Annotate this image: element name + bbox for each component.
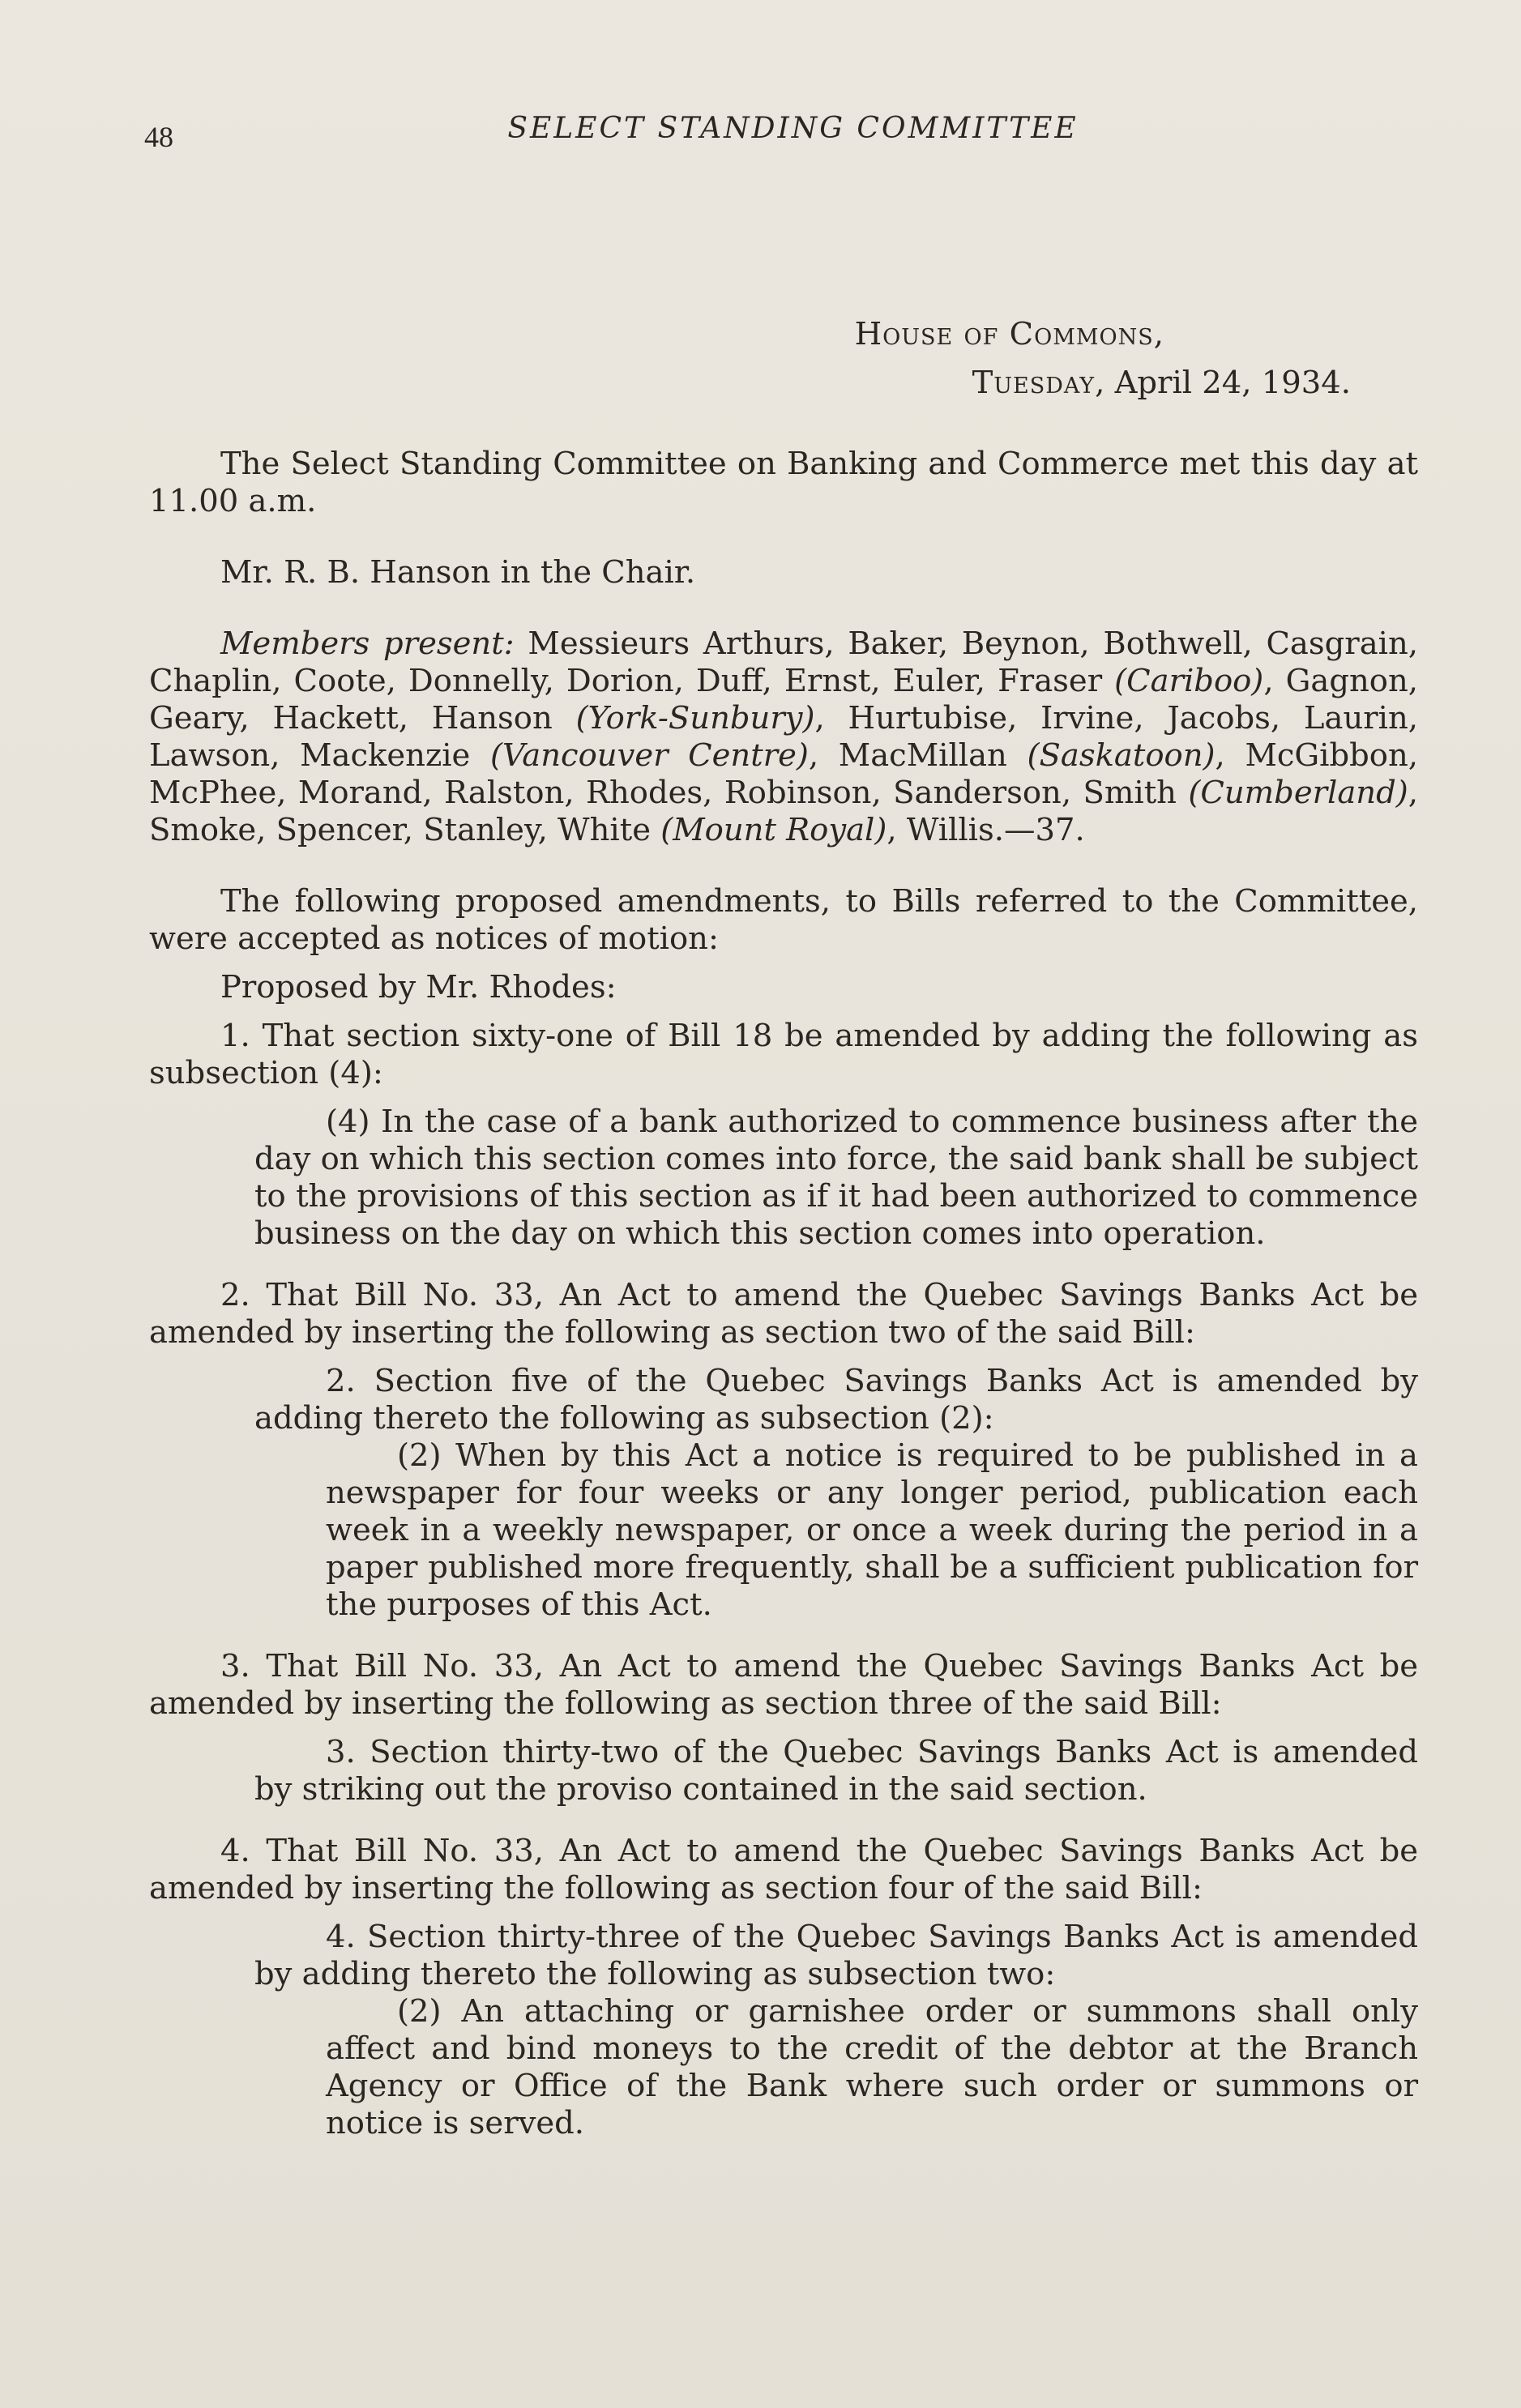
dateline <box>855 316 1351 402</box>
members-constituency: (Cumberland) <box>1188 775 1408 811</box>
amendment-2-subtext: (2) When by this Act a notice is required to be published in a newspaper for four weeks or any longer period, publication each week in a weekly newspaper, or once a week during the period in a paper published more frequently, shall be a sufficient publication for the purposes of this Act. <box>326 1437 1418 1623</box>
chair-paragraph: Mr. R. B. Hanson in the Chair. <box>220 554 696 591</box>
members-constituency: (Mount Royal) <box>660 812 887 848</box>
amendment-3-section <box>149 1734 1418 1808</box>
members-part: , McGibbon, McPhee, Morand, Ralston, Rhodes, Robinson, Sanderson, Smith <box>149 737 1418 811</box>
amendment-4: 4. That Bill No. 33, An Act to amend the Quebec Savings Banks Act be amended by inserting the following as section four of the said Bill: <box>149 1833 1418 1906</box>
members-constituency: (York-Sunbury) <box>575 700 815 736</box>
amendment-2: 2. That Bill No. 33, An Act to amend the Quebec Savings Banks Act be amended by inserting the following as section two of the said Bill: <box>149 1277 1418 1351</box>
amendment-3: 3. That Bill No. 33, An Act to amend the Quebec Savings Banks Act be amended by inserting the following as section three of the said Bill: <box>149 1648 1418 1722</box>
dateline-day: Tuesday <box>972 365 1096 401</box>
members-part: , Smoke, Spencer, Stanley, White <box>149 775 1418 848</box>
body-text <box>149 446 1418 2142</box>
amendment-2-text: 2. Section five of the Quebec Savings Banks Act is amended by adding thereto the following as subsection (2): <box>254 1363 1418 1437</box>
amendment-2-subsection <box>149 1437 1418 1624</box>
members-part: , Willis.—37. <box>887 812 1085 848</box>
meeting-paragraph: The Select Standing Committee on Banking and Commerce met this day at 11.00 a.m. <box>149 446 1418 519</box>
members-part: , Gagnon, Geary, Hackett, Hanson <box>149 663 1418 736</box>
members-paragraph <box>149 625 1418 849</box>
members-constituency: (Vancouver Centre) <box>490 737 809 774</box>
members-part: , MacMillan <box>808 737 1028 774</box>
amendment-2-section <box>149 1363 1418 1437</box>
amendments-intro: The following proposed amendments, to Bills referred to the Committee, were accepted as notices of motion: <box>149 883 1418 957</box>
amendment-3-text: 3. Section thirty-two of the Quebec Savings Banks Act is amended by striking out the proviso contained in the said section. <box>254 1734 1418 1808</box>
amendment-4-text: 4. Section thirty-three of the Quebec Savings Banks Act is amended by adding thereto the following as subsection two: <box>254 1919 1418 1992</box>
amendment-4-subtext: (2) An attaching or garnishee order or summons shall only affect and bind moneys to the credit of the debtor at the Branch Agency or Office of the Bank where such order or summons or notice is served. <box>326 1993 1418 2141</box>
members-label: Members present: <box>220 625 515 662</box>
running-header <box>144 112 1377 160</box>
amendment-1-subsection <box>149 1104 1418 1253</box>
page-number: 48 <box>144 121 173 153</box>
members-constituency: (Cariboo) <box>1114 663 1264 699</box>
proposed-by: Proposed by Mr. Rhodes: <box>220 969 617 1005</box>
members-part: , Hurtubise, Irvine, Jacobs, Laurin, Lawson, Mackenzie <box>149 700 1418 774</box>
amendment-1: 1. That section sixty-one of Bill 18 be amended by adding the following as subsection (4): <box>149 1018 1418 1091</box>
dateline-date <box>855 365 1351 402</box>
members-part: Messieurs Arthurs, Baker, Beynon, Bothwell, Casgrain, Chaplin, Coote, Donnelly, Dorion, Duff, Ernst, Euler, Fraser <box>149 625 1418 699</box>
dateline-date-rest: , April 24, 1934. <box>1095 365 1351 401</box>
running-title: SELECT STANDING COMMITTEE <box>507 112 1079 145</box>
amendment-1-text: (4) In the case of a bank authorized to commence business after the day on which this section comes into force, the said bank shall be subject to the provisions of this section as if it had been authorized to commence business on the day on which this section comes into operation. <box>254 1104 1418 1252</box>
members-constituency: (Saskatoon) <box>1027 737 1216 774</box>
dateline-house: House of Commons, <box>854 316 1164 352</box>
amendment-4-section <box>149 1919 1418 1993</box>
amendment-4-subsection <box>149 1993 1418 2142</box>
